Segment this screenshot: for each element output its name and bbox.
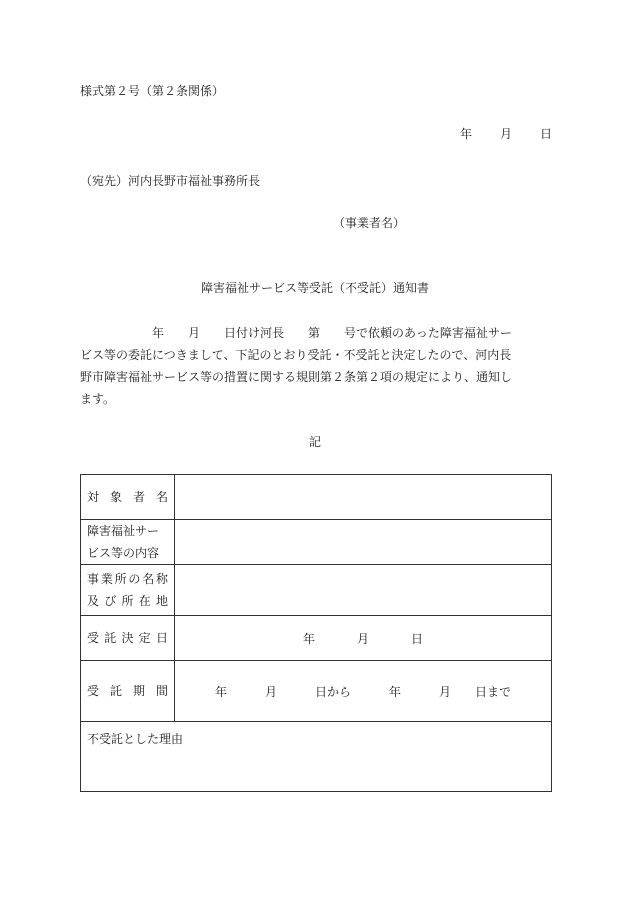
- label-refusal-reason: 不受託とした理由: [87, 732, 184, 746]
- body-line: ビス等の委託につきまして、下記のとおり受託・不受託と決定したので、河内長: [80, 348, 512, 362]
- notification-table: [80, 474, 552, 792]
- label-target-person: 対象者名: [81, 475, 175, 520]
- value-entrustment-period[interactable]: 年 月 日から 年 月 日まで: [175, 661, 552, 722]
- body-line: ます。: [80, 392, 116, 406]
- value-target-person[interactable]: [175, 475, 552, 520]
- label-decision-date: 受託決定日: [81, 616, 175, 661]
- table-row: [81, 520, 552, 565]
- table-row: [81, 661, 552, 722]
- body-line: 野市障害福祉サービス等の措置に関する規則第２条第２項の規定により、通知し: [80, 370, 513, 384]
- value-decision-date[interactable]: 年 月 日: [175, 616, 552, 661]
- label-service-content: 障害福祉サー ビス等の内容: [81, 520, 175, 565]
- notation-ki: 記: [308, 435, 321, 449]
- value-office-name-address[interactable]: [175, 565, 552, 616]
- table-row: [81, 475, 552, 520]
- date-month: 月: [500, 127, 513, 141]
- body-text: [80, 322, 555, 410]
- date-day: 日: [540, 127, 553, 141]
- label-entrustment-period: 受託期間: [81, 661, 175, 722]
- body-line: 年 月 日付け河長 第 号で依頼のあった障害福祉サー: [80, 326, 512, 340]
- addressee: （宛先）河内長野市福祉事務所長: [80, 174, 261, 188]
- value-service-content[interactable]: [175, 520, 552, 565]
- table-row: [81, 565, 552, 616]
- label-office-name-address: 事業所の名称 及び所在地: [81, 565, 175, 616]
- table-row: [81, 616, 552, 661]
- refusal-reason-cell[interactable]: [81, 722, 552, 792]
- document-title: 障害福祉サービス等受託（不受託）通知書: [200, 281, 429, 295]
- table-row: [81, 722, 552, 792]
- date-line: [460, 125, 552, 142]
- form-number: 様式第２号（第２条関係）: [80, 84, 225, 98]
- date-year: 年: [460, 127, 473, 141]
- operator-name-label: （事業者名）: [333, 216, 406, 230]
